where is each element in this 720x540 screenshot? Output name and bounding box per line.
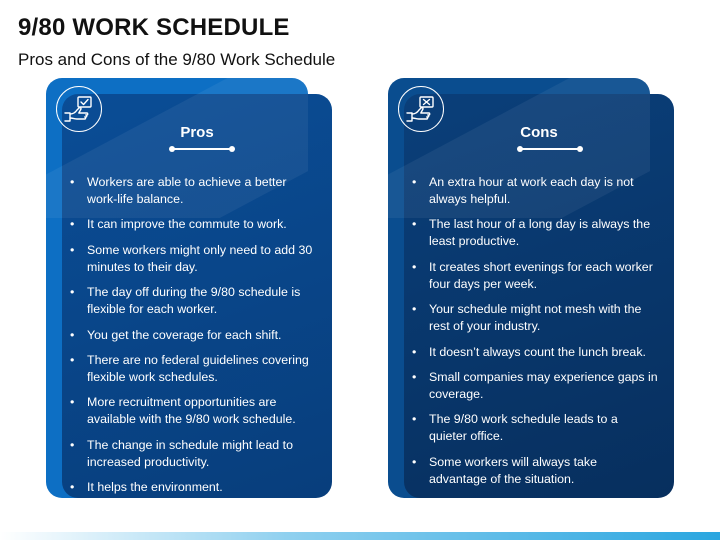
pros-item: • The change in schedule might lead to increased productivity. [70, 437, 316, 471]
pros-card [46, 78, 332, 498]
pros-item: • Workers are able to achieve a better work-life balance. [70, 174, 316, 208]
cons-item: • Your schedule might not mesh with the rest of your industry. [412, 301, 658, 335]
pros-item: • It helps the environment. [70, 479, 316, 496]
pros-list [70, 174, 316, 505]
cons-item: • The 9/80 work schedule leads to a quieter office. [412, 411, 658, 445]
cons-item: • Small companies may experience gaps in coverage. [412, 369, 658, 403]
cons-item: • It creates short evenings for each worker four days per week. [412, 259, 658, 293]
cons-heading: Cons [520, 124, 558, 141]
slide-subtitle: Pros and Cons of the 9/80 Work Schedule [18, 50, 336, 69]
pros-item: • The day off during the 9/80 schedule is flexible for each worker. [70, 284, 316, 318]
cons-item: • An extra hour at work each day is not always helpful. [412, 174, 658, 208]
cons-card [388, 78, 674, 498]
pros-heading-rule [172, 148, 232, 150]
slide-title: 9/80 WORK SCHEDULE [18, 14, 290, 41]
pros-item: • Some workers might only need to add 30 minutes to their day. [70, 242, 316, 276]
cons-heading-rule [520, 148, 580, 150]
pros-item: • You get the coverage for each shift. [70, 327, 316, 344]
pros-item: • There are no federal guidelines covering flexible work schedules. [70, 352, 316, 386]
cons-list [412, 174, 658, 496]
pros-heading: Pros [180, 124, 214, 141]
pros-item: • It can improve the commute to work. [70, 216, 316, 233]
pros-item: • More recruitment opportunities are available with the 9/80 work schedule. [70, 394, 316, 428]
cons-item: • It doesn’t always count the lunch break. [412, 344, 658, 361]
accent-bar [0, 532, 720, 540]
cons-item: • The last hour of a long day is always the least productive. [412, 216, 658, 250]
cons-item: • Some workers will always take advantage of the situation. [412, 454, 658, 488]
